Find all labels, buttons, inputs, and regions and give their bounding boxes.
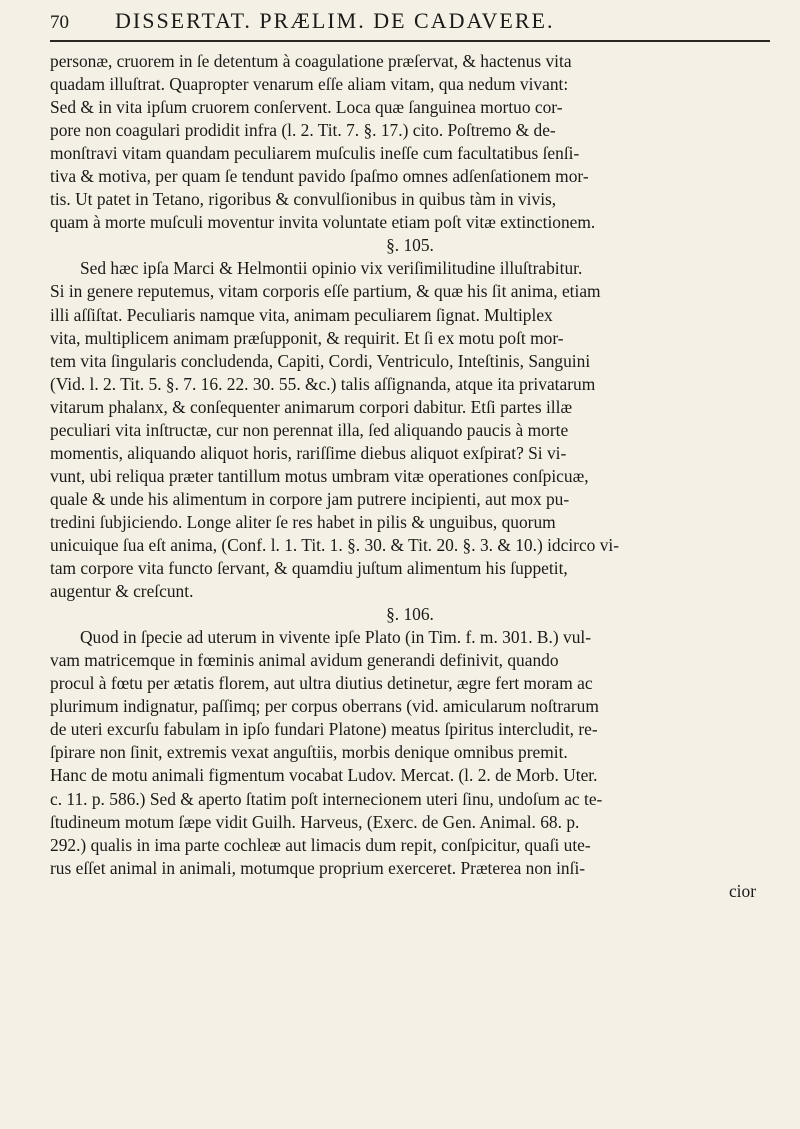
header-rule (50, 40, 770, 42)
text-line: tis. Ut patet in Tetano, rigoribus & convulſionibus in quibus tàm in vivis, (50, 189, 557, 210)
text-line: tam corpore vita functo ſervant, & quamdiu juſtum alimentum his ſuppetit, (50, 558, 568, 579)
text-line: procul à fœtu per ætatis florem, aut ultra diutius detinetur, ægre fert moram ac (50, 673, 593, 694)
text-line: personæ, cruorem in ſe detentum à coagulatione præſervat, & hactenus vita (50, 51, 572, 71)
text-line: vam matricemque in fœminis animal avidum generandi definivit, quando (50, 650, 559, 671)
text-line: c. 11. p. 586.) Sed & aperto ſtatim poſt internecionem uteri ſinu, undoſum ac te- (50, 788, 603, 809)
section-heading: §. 106. (386, 604, 434, 625)
text-line: plurimum indignatur, paſſimq; per corpus oberrans (vid. amicularum noſtrarum (50, 696, 599, 717)
text-line: illi aſſiſtat. Peculiaris namque vita, animam peculiarem ſignat. Multiplex (50, 304, 553, 325)
text-line: Si in genere reputemus, vitam corporis eſſe partium, & quæ his ſit anima, etiam (50, 281, 601, 302)
text-line: quam à morte muſculi moventur invita voluntate etiam poſt vitæ extinctionem. (50, 212, 596, 233)
text-line: ſpirare non ſinit, extremis vexat anguſtiis, morbis denique omnibus premit. (50, 742, 568, 763)
text-line: augentur & creſcunt. (50, 581, 194, 602)
text-line: Quod in ſpecie ad uterum in vivente ipſe Plato (in Tim. f. m. 301. B.) vul- (80, 627, 592, 648)
body-text (50, 50, 770, 903)
text-line: Sed & in vita ipſum cruorem conſervent. Loca quæ ſanguinea mortuo cor- (50, 97, 563, 118)
running-head: DISSERTAT. PRÆLIM. DE CADAVERE. (115, 8, 555, 33)
text-line: unicuique ſua eſt anima, (Conf. l. 1. Tit. 1. §. 30. & Tit. 20. §. 3. & 10.) idcirco vi- (50, 534, 620, 555)
text-line: rus eſſet animal in animali, motumque proprium exerceret. Præterea non inſi- (50, 857, 586, 878)
text-line: momentis, aliquando aliquot horis, rariſſime diebus aliquot exſpirat? Si vi- (50, 442, 567, 463)
text-line: ſtudineum motum ſæpe vidit Guilh. Harveus, (Exerc. de Gen. Animal. 68. p. (50, 811, 580, 832)
text-line: vunt, ubi reliqua præter tantillum motus umbram vitæ operationes conſpicuæ, (50, 465, 589, 486)
section-heading: §. 105. (386, 235, 434, 256)
text-line: tredini ſubjiciendo. Longe aliter ſe res habet in pilis & unguibus, quorum (50, 511, 556, 532)
catchword: cior (728, 880, 756, 901)
text-line: Sed hæc ipſa Marci & Helmontii opinio vix veriſimilitudine illuſtrabitur. (80, 258, 583, 279)
page-number: 70 (50, 12, 69, 33)
text-line: vita, multiplicem animam præſupponit, & requirit. Et ſi ex motu poſt mor- (50, 327, 564, 348)
text-line: tiva & motiva, per quam ſe tendunt pavido ſpaſmo omnes adſenſationem mor- (50, 166, 589, 187)
text-line: tem vita ſingularis concludenda, Capiti, Cordi, Ventriculo, Inteſtinis, Sanguini (50, 350, 591, 371)
text-line: peculiari vita inſtructæ, cur non perennat illa, ſed aliquando paucis à morte (50, 419, 569, 440)
text-line: Hanc de motu animali figmentum vocabat Ludov. Mercat. (l. 2. de Morb. Uter. (50, 765, 598, 786)
text-line: quadam illuſtrat. Quapropter venarum eſſe aliam vitam, qua nedum vivant: (50, 74, 569, 95)
text-line: (Vid. l. 2. Tit. 5. §. 7. 16. 22. 30. 55. &c.) talis aſſignanda, atque ita privatarum (50, 373, 596, 394)
text-line: vitarum phalanx, & conſequenter animarum corpori dabitur. Etſi partes illæ (50, 396, 573, 417)
text-line: pore non coagulari prodidit infra (l. 2. Tit. 7. §. 17.) cito. Poſtremo & de- (50, 120, 556, 141)
text-line: 292.) qualis in ima parte cochleæ aut limacis dum repit, conſpicitur, quaſi ute- (50, 834, 591, 855)
text-line: quale & unde his alimentum in corpore jam putrere incipienti, aut mox pu- (50, 488, 570, 509)
text-line: monſtravi vitam quandam peculiarem muſculis ineſſe cum facultatibus ſenſi- (50, 143, 580, 164)
text-line: de uteri excurſu fabulam in ipſo fundari Platone) meatus ſpiritus intercludit, re- (50, 719, 598, 740)
page-header (0, 0, 800, 44)
